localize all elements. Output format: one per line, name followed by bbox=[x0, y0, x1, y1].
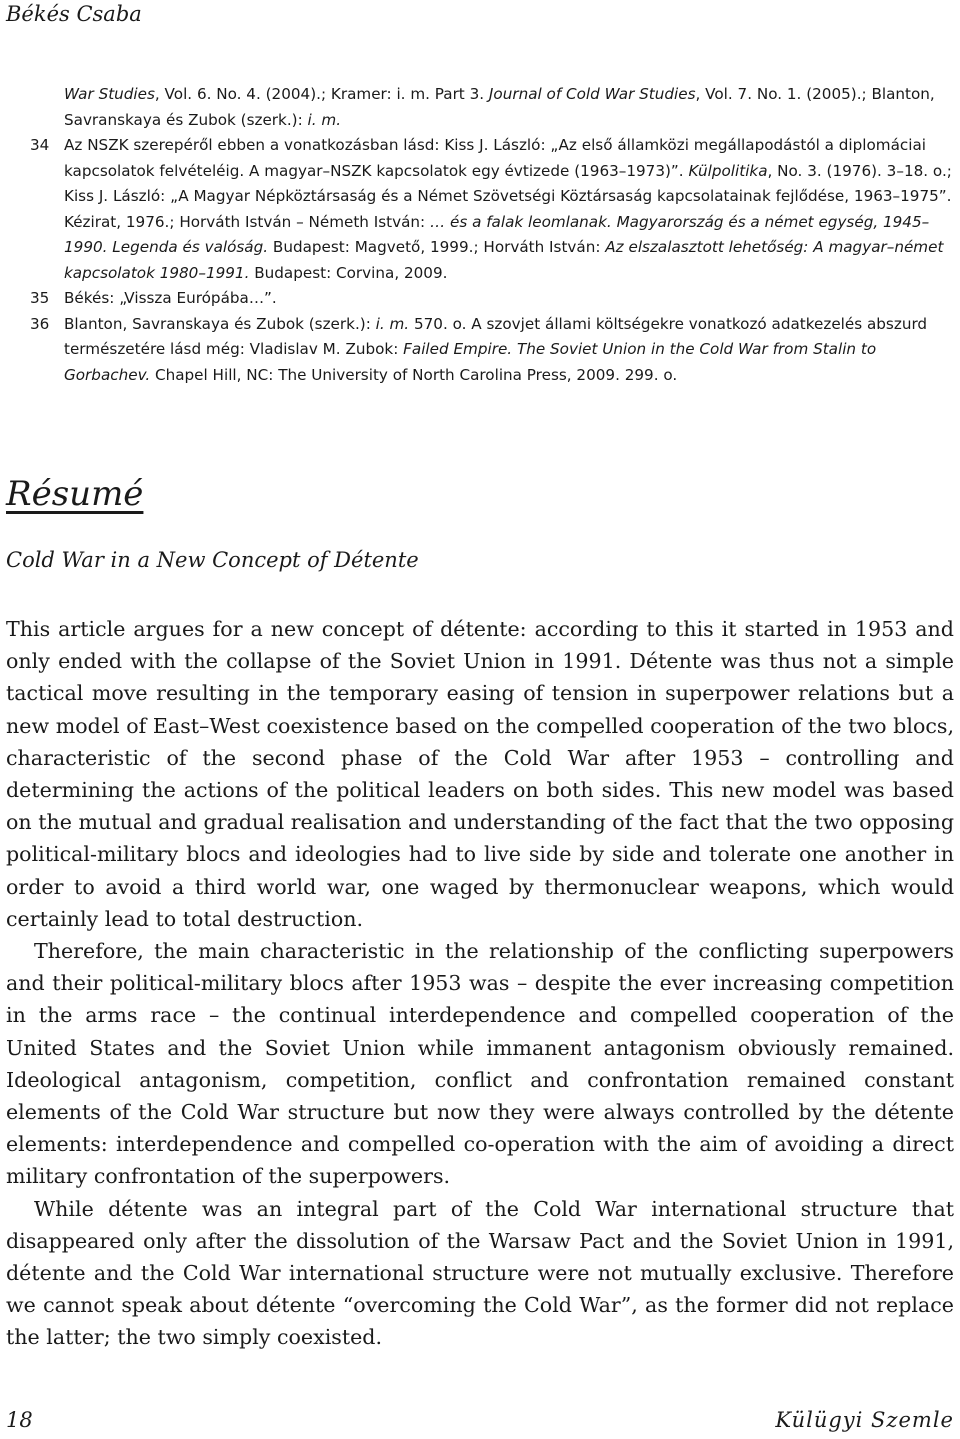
footnote-number: 35 bbox=[30, 289, 50, 307]
footnote-number bbox=[30, 82, 64, 133]
footnote-35 bbox=[30, 286, 956, 312]
footnote-36 bbox=[30, 312, 956, 389]
footnote-number: 36 bbox=[30, 314, 50, 333]
footnote-34 bbox=[30, 133, 956, 286]
resume-body bbox=[6, 613, 954, 1354]
footnote-text: Békés: „Vissza Európába…”. bbox=[64, 289, 277, 307]
footnotes bbox=[30, 82, 956, 388]
resume-subtitle: Cold War in a New Concept of Détente bbox=[6, 548, 419, 572]
body-paragraph: While détente was an integral part of the Cold War international structure that disappeared only after the dissolution of the Warsaw Pact and the Soviet Union in 1991, détente and the Cold War international structure were not mutually exclusive. Therefore we cannot speak about détente “overcoming the Cold War”, as the former did not replace the latter; the two simply coexisted. bbox=[6, 1196, 954, 1350]
footnote-text: War Studies, Vol. 6. No. 4. (2004).; Kramer: i. m. Part 3. Journal of Cold War Studies, Vol. 7. No. 1. (2005).; Blanton, Savranskaya és Zubok (szerk.): i. m. bbox=[64, 85, 935, 129]
footnote-33-continuation bbox=[30, 82, 956, 133]
running-header: Békés Csaba bbox=[6, 2, 142, 26]
body-paragraph: Therefore, the main characteristic in the relationship of the conflicting superpowers and their political-military blocs after 1953 was – despite the ever increasing competition in the arms race – the continual interdependence and compelled cooperation of the United States and the Soviet Union while immanent antagonism obviously remained. Ideological antagonism, competition, conflict and confrontation remained constant elements of the Cold War structure but now they were always controlled by the détente elements: interdependence and compelled co-operation with the aim of avoiding a direct military confrontation of the superpowers. bbox=[6, 939, 954, 1189]
journal-name: Külügyi Szemle bbox=[775, 1408, 954, 1432]
footnote-text: Az NSZK szerepéről ebben a vonatkozásban lásd: Kiss J. László: „Az első államközi megállapodástól a diplomáciai kapcsolatok felvételéig. A magyar–NSZK kapcsolatok egy évtizede (1963–1973)”. Külpolitika, No. 3. (1976). 3–18. o.; Kiss J. László: „A Magyar Népköztársaság és a Német Szövetségi Köztársaság kapcsolatainak fejlődése, 1963–1975”. Kézirat, 1976.; Horváth István – Németh István: … és a falak leomlanak. Magyarország és a német egység, 1945–1990. Legenda és valóság. Budapest: Magvető, 1999.; Horváth István: Az elszalasztott lehetőség: A magyar–német kapcsolatok 1980–1991. Budapest: Corvina, 2009. bbox=[64, 136, 952, 282]
footnote-number: 34 bbox=[30, 136, 50, 154]
resume-heading: Résumé bbox=[6, 474, 144, 514]
footnote-text: Blanton, Savranskaya és Zubok (szerk.): i. m. 570. o. A szovjet állami költségekre vonatkozó adatkezelés abszurd természetére lásd még: Vladislav M. Zubok: Failed Empire. The Soviet Union in the Cold War from Stalin to Gorbachev. Chapel Hill, NC: The University of North Carolina Press, 2009. 299. o. bbox=[64, 314, 928, 384]
body-paragraph: This article argues for a new concept of détente: according to this it started in 1953 and only ended with the collapse of the Soviet Union in 1991. Détente was thus not a simple tactical move resulting in the temporary easing of tension in superpower relations but a new model of East–West coexistence based on the compelled cooperation of the two blocs, characteristic of the second phase of the Cold War after 1953 – controlling and determining the actions of the political leaders on both sides. This new model was based on the mutual and gradual realisation and understanding of the fact that the two opposing political-military blocs and ideologies had to live side by side and tolerate one another in order to avoid a third world war, one waged by thermonuclear weapons, which would certainly lead to total destruction. bbox=[6, 617, 954, 931]
page-number: 18 bbox=[6, 1408, 33, 1432]
